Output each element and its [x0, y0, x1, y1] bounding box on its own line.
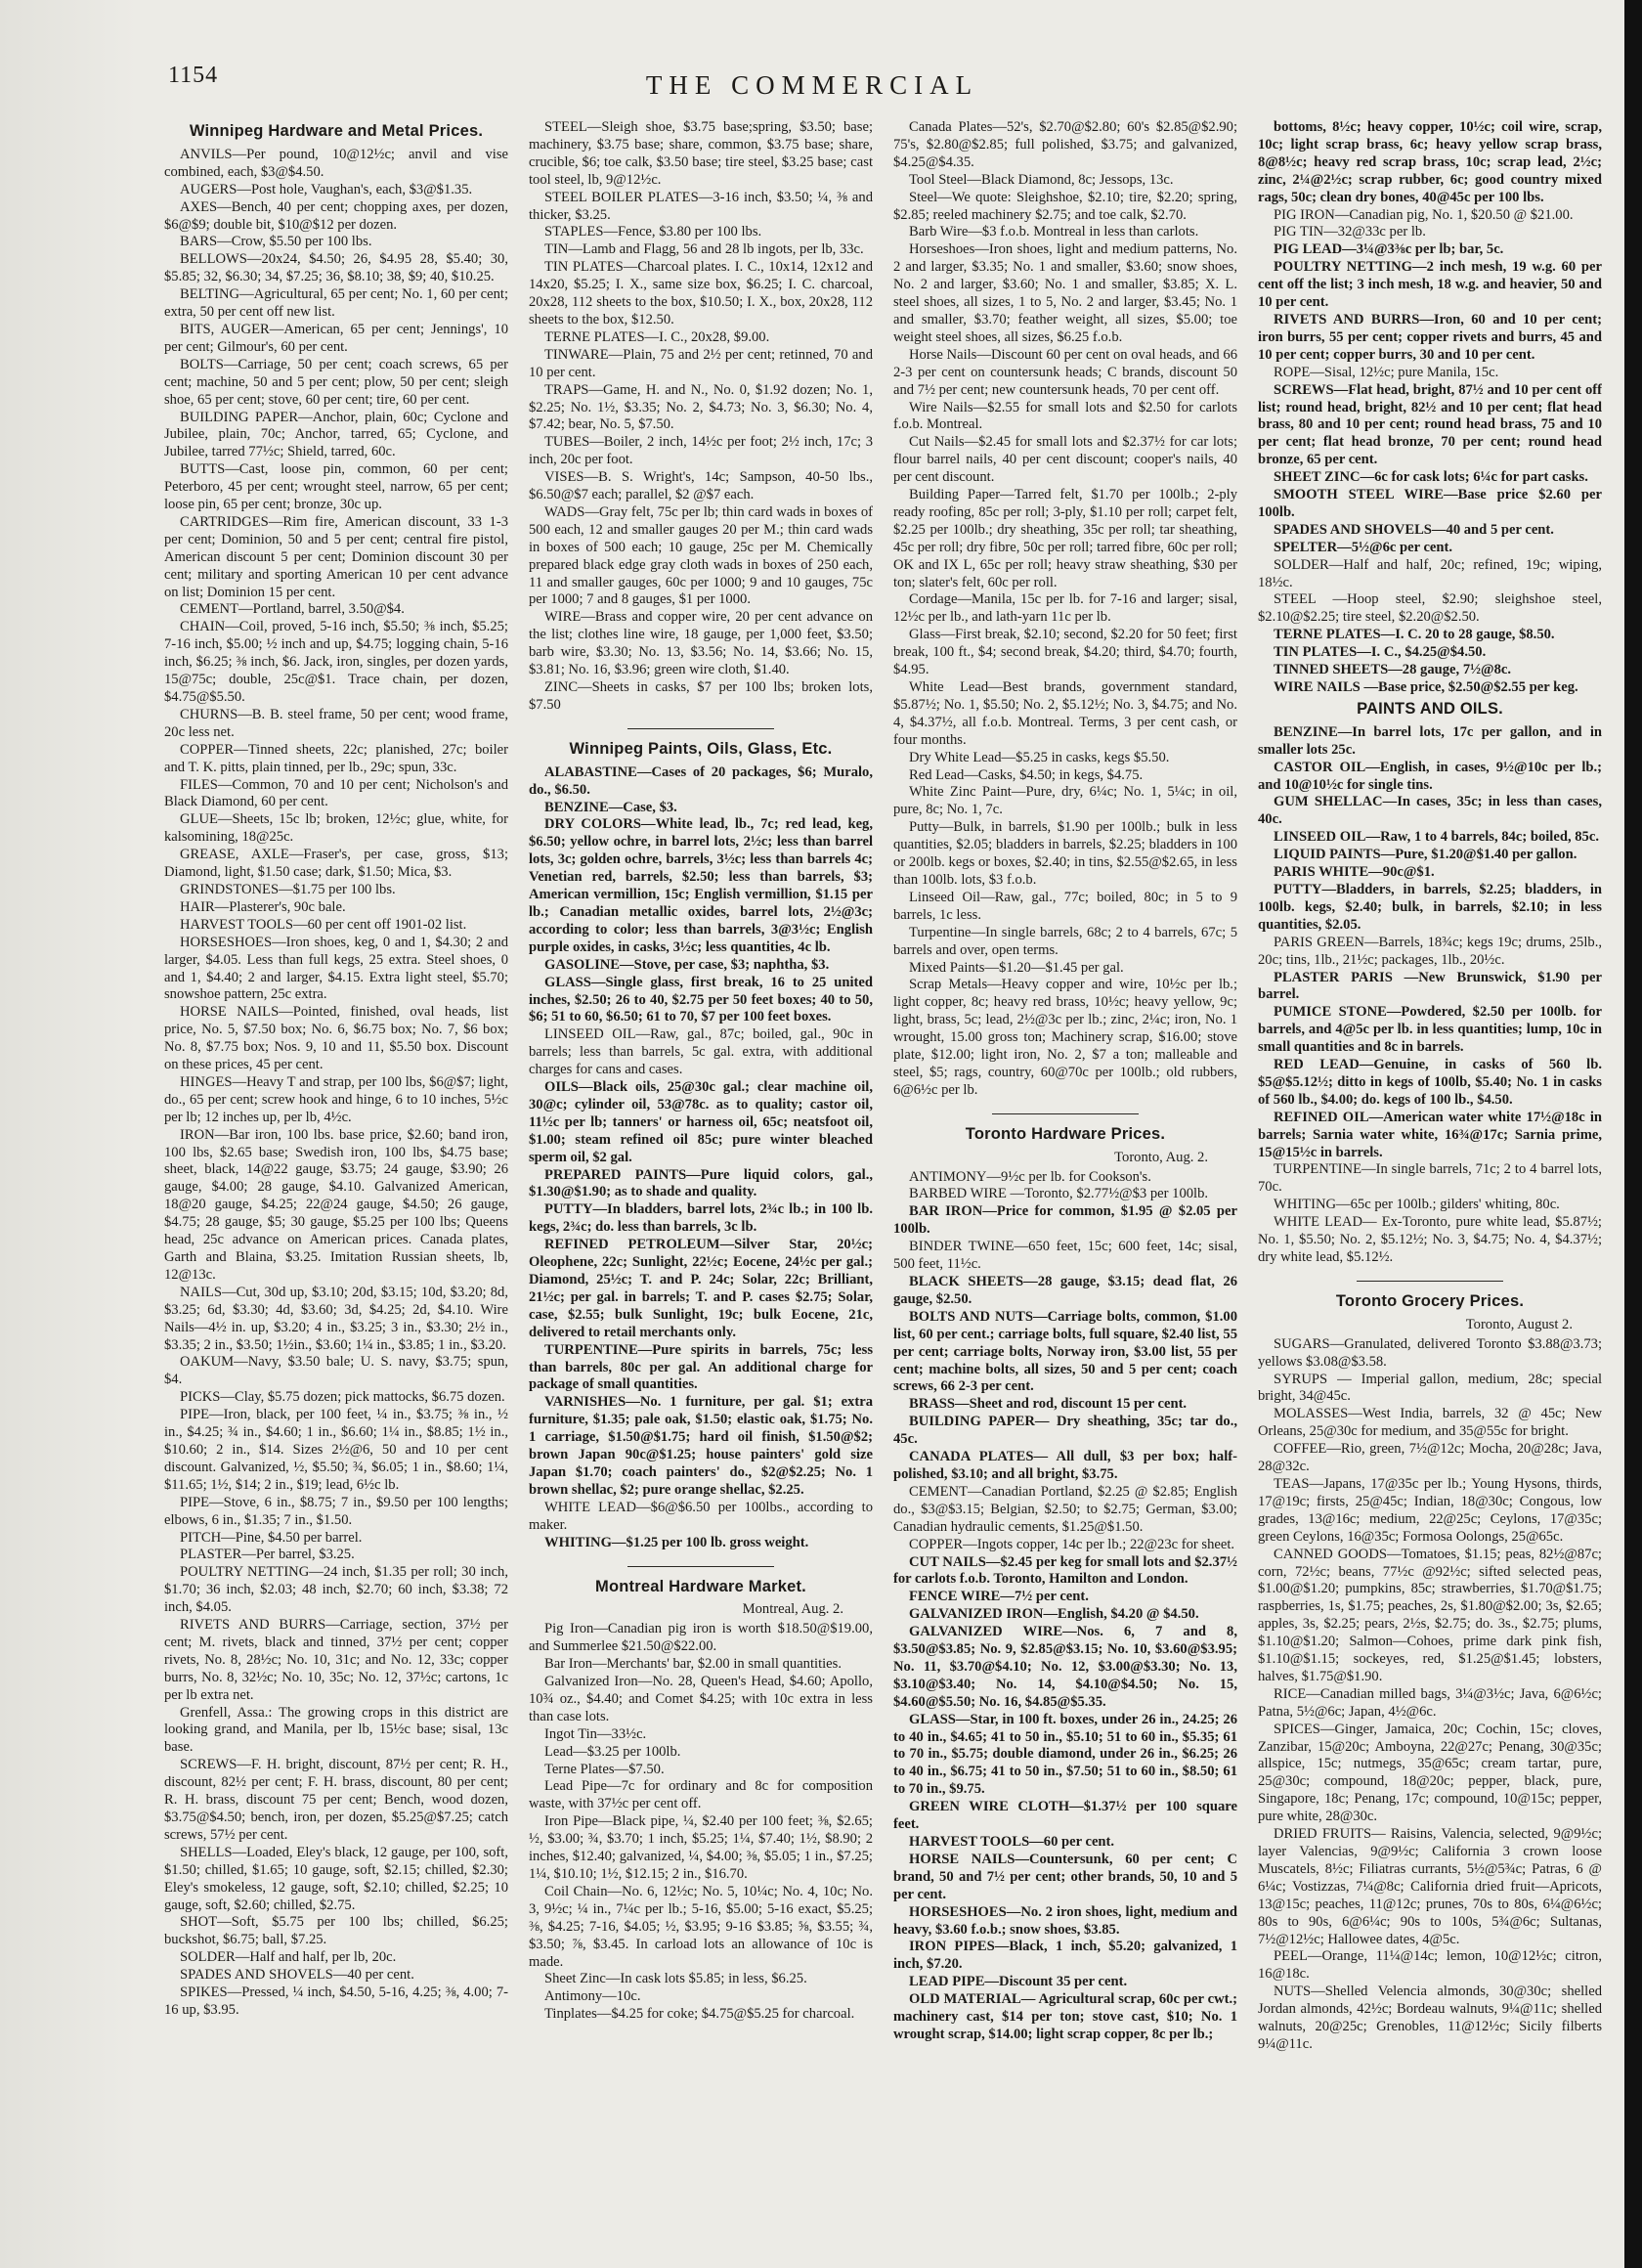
price-entry: PIPE—Iron, black, per 100 feet, ¼ in., $3.75; ⅜ in., ½ in., $4.25; ¾ in., $4.60; 1 in., $6.60; 1¼ in., $8.85; 1½ in., $10.60; 2 in., $14. Sizes 2½@6, 50 and 10 per cent discount. Galvanized, ½, $5.50; ¾, $6.05; 1 in., $8.60; 1¼, $11.65; 1½, $14; 2 in., $19; lead, 6½c lb. [164, 1407, 508, 1493]
price-entry: POULTRY NETTING—24 inch, $1.35 per roll; 30 inch, $1.70; 36 inch, $2.03; 48 inch, $2.70; 60 inch, $3.38; 72 inch, $4.05. [164, 1564, 508, 1616]
price-entry: COFFEE—Rio, green, 7½@12c; Mocha, 20@28c; Java, 28@32c. [1258, 1441, 1602, 1475]
price-entry: TIN PLATES—I. C., $4.25@$4.50. [1274, 644, 1487, 661]
price-entry: WHITE LEAD— Ex-Toronto, pure white lead, $5.87½; No. 1, $5.50; No. 2, $5.12½; No. 3, $4.75; No. 4, $4.37½; dry white lead, $5.12½. [1258, 1214, 1602, 1265]
price-entry: bottoms, 8½c; heavy copper, 10½c; coil wire, scrap, 10c; light scrap brass, 6c; heavy yellow scrap brass, 8@8½c; heavy red scrap brass, 10c; scrap lead, 2½c; zinc, 2¼@2½c; scrap rubber, 6c; good country mixed rags, 50c; clean dry bones, 40@45c per 100 lbs. [1258, 119, 1602, 205]
price-entry: Canada Plates—52's, $2.70@$2.80; 60's $2.85@$2.90; 75's, $2.80@$2.85; full polished, $3.75; and galvanized, $4.25@$4.35. [893, 119, 1237, 170]
price-entry: Cordage—Manila, 15c per lb. for 7-16 and larger; sisal, 12½c per lb., and lath-yarn 11c per lb. [893, 591, 1237, 626]
price-entry: WHITING—65c per 100lb.; gilders' whiting, 80c. [1274, 1197, 1560, 1213]
price-entry: White Zinc Paint—Pure, dry, 6¼c; No. 1, 5¼c; in oil, pure, 8c; No. 1, 7c. [893, 784, 1237, 818]
price-entry: White Lead—Best brands, government standard, $5.87½; No. 1, $5.50; No. 2, $5.12½; No. 3, $4.75; and No. 4, $4.37½, all f.o.b. Montreal. Terms, 3 per cent cash, or four months. [893, 679, 1237, 748]
price-entry: CHAIN—Coil, proved, 5-16 inch, $5.50; ⅜ inch, $5.25; 7-16 inch, $5.00; ½ inch and up, $4.75; logging chain, 5-16 inch, $6.25; ⅜ inch, $6. Jack, iron, singles, per dozen yards, 15@75c; double, 25c@$1. Trace chain, per dozen, $4.75@$5.50. [164, 619, 508, 705]
price-entry: STEEL —Hoop steel, $2.90; sleighshoe steel, $2.10@$2.25; tire steel, $2.20@$2.50. [1258, 591, 1602, 626]
price-entry: Lead—$3.25 per 100lb. [544, 1743, 681, 1760]
price-entry: BOLTS—Carriage, 50 per cent; coach screws, 65 per cent; machine, 50 and 5 per cent; plow, 50 per cent; sleigh shoe, 65 per cent; stove, 60 per cent; tire, 60 per cent. [164, 356, 508, 408]
price-entry: BELTING—Agricultural, 65 per cent; No. 1, 60 per cent; extra, 50 per cent off new list. [164, 286, 508, 321]
price-entry: SOLDER—Half and half, per lb, 20c. [180, 1949, 397, 1966]
price-entry: BENZINE—In barrel lots, 17c per gallon, and in smaller lots 25c. [1258, 723, 1602, 758]
price-entry: Tool Steel—Black Diamond, 8c; Jessops, 13c. [909, 171, 1174, 188]
price-entry: VISES—B. S. Wright's, 14c; Sampson, 40-50 lbs., $6.50@$7 each; parallel, $2 @$7 each. [529, 469, 873, 503]
price-entry: Wire Nails—$2.55 for small lots and $2.50 for carlots f.o.b. Montreal. [893, 399, 1237, 433]
price-entry: WHITING—$1.25 per 100 lb. gross weight. [544, 1534, 809, 1550]
price-entry: WIRE NAILS —Base price, $2.50@$2.55 per keg. [1274, 679, 1578, 695]
price-entry: PIG TIN—32@33c per lb. [1274, 224, 1426, 240]
price-entry: CUT NAILS—$2.45 per keg for small lots and $2.37½ for carlots f.o.b. Toronto, Hamilton and London. [893, 1553, 1237, 1588]
price-entry: CANNED GOODS—Tomatoes, $1.15; peas, 82½@87c; corn, 72½c; beans, 77½c @92½c; sifted selected peas, $1.00@$1.20; pumpkins, 85c; strawberries, $1.70@$1.75; raspberries, 1s, $1.75; peaches, 2s, $1.80@$2.00; 3s, $2.65; apples, 3s, $2.25; pears, 2½s, $2.75; do. 3s., $2.75; plums, $1.10@$1.20; Salmon—Cohoes, prime dark pink fish, $1.10@$1.15; sockeyes, red, $1.25@$1.45; lobsters, halves, $1.75@$1.90. [1258, 1546, 1602, 1684]
price-entry: Ingot Tin—33½c. [544, 1725, 647, 1742]
price-entry: BLACK SHEETS—28 gauge, $3.15; dead flat, 26 gauge, $2.50. [893, 1274, 1237, 1307]
price-entry: ALABASTINE—Cases of 20 packages, $6; Muralo, do., $6.50. [529, 763, 873, 798]
section-divider [627, 728, 774, 729]
price-entry: CANADA PLATES— All dull, $3 per box; half-polished, $3.10; and all bright, $3.75. [893, 1449, 1237, 1482]
price-entry: IRON—Bar iron, 100 lbs. base price, $2.60; band iron, 100 lbs, $2.65 base; Swedish iron, 100 lbs, $4.75 base; sheet, black, 14@22 gauge, $3.75; 24 gauge, $3.90; 26 gauge, $4.00; 28 gauge, $4.10. Galvanized American, 18@20 gauge, $4.25; 22@24 gauge, $4.50; 26 gauge, $4.75; 28 gauge, $5; 30 gauge, $5.25 per 100 lbs; Queens head, 25c advance on American prices. Canada plates, Garth and Blaina, $3.25. Imitation Russian sheets, lb, 12@13c. [164, 1126, 508, 1283]
price-entry: GLUE—Sheets, 15c lb; broken, 12½c; glue, white, for kalsomining, 18@25c. [164, 811, 508, 846]
price-entry: HARVEST TOOLS—60 per cent off 1901-02 list. [180, 916, 467, 933]
price-entry: Antimony—10c. [544, 1988, 641, 2005]
price-entry: WHITE LEAD—$6@$6.50 per 100lbs., according to maker. [529, 1499, 873, 1533]
price-entry: Iron Pipe—Black pipe, ¼, $2.40 per 100 feet; ⅜, $2.65; ½, $3.00; ¾, $3.70; 1 inch, $5.25; 1¼, $7.40; 1½, $8.90; 2 inches, $12.40; galvanized, ¼, $4.00; ⅜, $5.05; 1 in., $7.25; 1¼, $10.10; 1½, $12.15; 2 in., $16.70. [529, 1813, 873, 1882]
price-entry: MOLASSES—West India, barrels, 32 @ 45c; New Orleans, 25@30c for medium, and 35@55c for bright. [1258, 1406, 1602, 1440]
price-entry: SPADES AND SHOVELS—40 and 5 per cent. [1274, 521, 1554, 538]
section-divider [1357, 1281, 1503, 1282]
price-entry: REFINED OIL—American water white 17½@18c in barrels; Sarnia water white, 16¾@17c; Sarnia prime, 15@15½c in barrels. [1258, 1109, 1602, 1160]
price-entry: Coil Chain—No. 6, 12½c; No. 5, 10¼c; No. 4, 10c; No. 3, 9½c; ¼ in., 7¼c per lb.; 5-16, $5.00; 5-16 exact, $5.25; ⅜, $4.25; 7-16, $4.05; ½, $3.95; 9-16 $3.85; ⅝, $3.55; ¾, $3.50; ⅞, $3.45. In carload lots an allowance of 10c is made. [529, 1883, 873, 1970]
column-2 [529, 119, 873, 2250]
price-entry: NUTS—Shelled Velencia almonds, 30@30c; shelled Jordan almonds, 42½c; Bordeau walnuts, 9¼@11c; shelled walnuts, 20@25c; Grenobles, 11@12½c; Sicily filberts 9¼@11c. [1258, 1984, 1602, 2052]
price-entry: BELLOWS—20x24, $4.50; 26, $4.95 28, $5.40; 30, $5.85; 32, $6.30; 34, $7.25; 36, $8.10; 38, $9; 40, $10.25. [164, 251, 508, 285]
price-entry: BAR IRON—Price for common, $1.95 @ $2.05 per 100lb. [893, 1203, 1237, 1238]
price-entry: Building Paper—Tarred felt, $1.70 per 100lb.; 2-ply ready roofing, 85c per roll; 3-ply, $1.10 per roll; carpet felt, $2.25 per 100lb.; dry sheathing, 35c per roll; tar sheathing, 45c per roll; dry fibre, 50c per roll; tarred fibre, 60c per roll; OK and IX L, 65c per roll; heavy straw sheathing, $30 per ton; slater's felt, 60c per roll. [893, 487, 1237, 590]
price-entry: HORSE NAILS—Countersunk, 60 per cent; C brand, 50 and 7½ per cent; other brands, 50, 10 and 5 per cent. [893, 1851, 1237, 1902]
price-entry: Terne Plates—$7.50. [544, 1761, 665, 1777]
price-entry: POULTRY NETTING—2 inch mesh, 19 w.g. 60 per cent off the list; 3 inch mesh, 18 w.g. and heavier, 50 and 10 per cent. [1258, 259, 1602, 311]
price-entry: LIQUID PAINTS—Pure, $1.20@$1.40 per gallon. [1274, 847, 1577, 863]
price-entry: PITCH—Pine, $4.50 per barrel. [180, 1529, 363, 1546]
section-heading-paints-and-oils: PAINTS AND OILS. [1357, 699, 1503, 718]
price-entry: TINNED SHEETS—28 gauge, 7½@8c. [1274, 662, 1512, 678]
price-entry: CHURNS—B. B. steel frame, 50 per cent; wood frame, 20c less net. [164, 706, 508, 740]
price-entry: WIRE—Brass and copper wire, 20 per cent advance on the list; clothes line wire, 18 gauge, per 1,000 feet, $3.50; barb wire, $3.30; No. 13, $3.56; No. 14, $3.66; No. 15, $3.81; No. 16, $3.96; green wire cloth, $1.40. [529, 609, 873, 678]
price-entry: CARTRIDGES—Rim fire, American discount, 33 1-3 per cent; Dominion, 50 and 5 per cent; central fire pistol, American discount 5 per cent; Dominion discount 30 per cent; military and sporting American 10 per cent advance on list; Dominion 15 per cent. [164, 513, 508, 600]
price-entry: BRASS—Sheet and rod, discount 15 per cent. [909, 1396, 1188, 1413]
price-entry: WADS—Gray felt, 75c per lb; thin card wads in boxes of 500 each, 12 and smaller gauges 20 per M.; thin card wads in boxes of 500 each; 10 gauge, 25c per M. Chemically prepared black edge gray cloth wads in boxes of 250 each, 11 and smaller gauges, 60c per 1000; 9 and 10 gauges, 75c per 1000; 7 and 8 gauges, $1 per 1000. [529, 503, 873, 608]
price-entry: SMOOTH STEEL WIRE—Base price $2.60 per 100lb. [1258, 487, 1602, 520]
price-entry: RED LEAD—Genuine, in casks of 560 lb. $5@$5.12½; ditto in kegs of 100lb, $5.40; No. 1 in casks of 560 lb., $4.00; do. kegs of 100 lb., $4.50. [1258, 1057, 1602, 1108]
price-entry: BUTTS—Cast, loose pin, common, 60 per cent; Peterboro, 45 per cent; wrought steel, narrow, 65 per cent; loose pin, 65 per cent; bronze, 30c up. [164, 461, 508, 513]
dateline: Montreal, Aug. 2. [742, 1601, 843, 1618]
price-entry: PUTTY—Bladders, in barrels, $2.25; bladders, in 100lb. kegs, $2.40; bulk, in barrels, $2.10; in less quantities, $2.05. [1258, 881, 1602, 933]
price-entry: Glass—First break, $2.10; second, $2.20 for 50 feet; first break, 100 ft., $4; second break, $4.20; third, $4.70; fourth, $4.95. [893, 627, 1237, 678]
price-entry: TURPENTINE—Pure spirits in barrels, 75c; less than barrels, 80c per gal. An additional charge for package of small quantities. [529, 1341, 873, 1393]
price-entry: TIN PLATES—Charcoal plates. I. C., 10x14, 12x12 and 14x20, $5.25; I. X., same size box, $6.25; I. C. charcoal, 20x28, 112 sheets to the box, $10.50; I. X., box, 20x28, 112 sheets to the box, $12.50. [529, 259, 873, 327]
price-entry: Mixed Paints—$1.20—$1.45 per gal. [909, 959, 1124, 976]
price-entry: FILES—Common, 70 and 10 per cent; Nicholson's and Black Diamond, 60 per cent. [164, 776, 508, 810]
price-entry: GREEN WIRE CLOTH—$1.37½ per 100 square feet. [893, 1799, 1237, 1833]
price-entry: SHELLS—Loaded, Eley's black, 12 gauge, per 100, soft, $1.50; chilled, $1.65; 10 gauge, soft, $2.15; chilled, $2.30; Eley's smokeless, 12 gauge, soft, $2.10; chilled, $2.25; 10 gauge, soft, $2.60; chilled, $2.75. [164, 1844, 508, 1913]
publication-title: THE COMMERCIAL [645, 70, 979, 100]
price-entry: TIN—Lamb and Flagg, 56 and 28 lb ingots, per lb, 33c. [544, 241, 864, 258]
price-entry: DRIED FRUITS— Raisins, Valencia, selected, 9@9½c; layer Valencias, 9@9½c; California 3 crown loose Muscatels, 8½c; Filiatras currants, 5½@5¾c; Patras, 6 @ 6¼c; Vostizzas, 7¼@8c; California dried fruit—Apricots, 13@15c; peaches, 11@12c; prunes, 70s to 80s, 6¼@6½c; 80s to 90s, 6@6¼c; 90s to 100s, 5¾@6c; Sultanas, 7½@12½c; Hallowee dates, 4@5c. [1258, 1826, 1602, 1947]
price-entry: SYRUPS — Imperial gallon, medium, 28c; special bright, 34@45c. [1258, 1371, 1602, 1405]
price-entry: PIPE—Stove, 6 in., $8.75; 7 in., $9.50 per 100 lengths; elbows, 6 in., $1.35; 7 in., $1.50. [164, 1494, 508, 1528]
price-entry: VARNISHES—No. 1 furniture, per gal. $1; extra furniture, $1.35; pale oak, $1.50; elastic oak, $1.75; No. 1 carriage, $1.50@$1.75; hard oil finish, $1.50@$2; brown Japan 90c@$1.25; house painters' gold size Japan $1.70; coach painters' do., $2@$2.25; No. 1 brown shellac, $2; pure orange shellac, $2.25. [529, 1394, 873, 1498]
price-entry: Tinplates—$4.25 for coke; $4.75@$5.25 for charcoal. [544, 2006, 855, 2023]
price-entry: RIVETS AND BURRS—Iron, 60 and 10 per cent; iron burrs, 55 per cent; copper rivets and burrs, 45 and 10 per cent; copper burrs, 30 and 10 per cent. [1258, 311, 1602, 363]
price-entry: PICKS—Clay, $5.75 dozen; pick mattocks, $6.75 dozen. [180, 1389, 505, 1406]
dateline: Toronto, Aug. 2. [1114, 1149, 1208, 1165]
price-entry: TERNE PLATES—I. C. 20 to 28 gauge, $8.50. [1274, 627, 1555, 643]
column-4 [1258, 119, 1602, 2250]
price-entry: GREASE, AXLE—Fraser's, per case, gross, $13; Diamond, light, $1.50 case; dark, $1.50; Mica, $3. [164, 847, 508, 881]
price-entry: ANVILS—Per pound, 10@12½c; anvil and vise combined, each, $3@$4.50. [164, 146, 508, 180]
price-entry: PLASTER PARIS —New Brunswick, $1.90 per barrel. [1258, 969, 1602, 1003]
price-entry: HORSESHOES—Iron shoes, keg, 0 and 1, $4.30; 2 and larger, $4.05. Less than full kegs, 25 extra. Steel shoes, 0 and 1, $4.40; 2 and larger, $4.15. Extra light steel, $5.70; snowshoe pattern, 25c extra. [164, 934, 508, 1003]
price-entry: PLASTER—Per barrel, $3.25. [180, 1547, 355, 1563]
price-entry: AUGERS—Post hole, Vaughan's, each, $3@$1.35. [180, 181, 473, 197]
price-entry: Scrap Metals—Heavy copper and wire, 10½c per lb.; light copper, 8c; heavy red brass, 10½c; heavy yellow, 9c; light, brass, 5c; lead, 2½@3c per lb.; zinc, 2¼c; iron, No. 1 wrought, 15.00 gross ton; Machinery scrap, $16.00; stove plate, $12.00; light iron, No. 2, $7 a ton; malleable and steel, $5; rags, country, 60@70c per 100lb.; old rubbers, 6@6½c per lb. [893, 977, 1237, 1098]
price-entry: HARVEST TOOLS—60 per cent. [909, 1834, 1115, 1850]
price-entry: BENZINE—Case, $3. [544, 799, 677, 815]
price-entry: RIVETS AND BURRS—Carriage, section, 37½ per cent; M. rivets, black and tinned, 37½ per cent; copper rivets, No. 8, 28½c; No. 10, 31c; and No. 12, 33c; copper burrs, No. 8, 32½c; No. 10, 35c; No. 12, 37½c; cartons, 1c per lb extra net. [164, 1617, 508, 1703]
price-entry: Cut Nails—$2.45 for small lots and $2.37½ for car lots; flour barrel nails, 40 per cent discount; cooper's nails, 40 per cent discount. [893, 434, 1237, 486]
scan-edge [1624, 0, 1642, 2268]
price-entry: Sheet Zinc—In cask lots $5.85; in less, $6.25. [544, 1971, 807, 1987]
price-entry: PEEL—Orange, 11¼@14c; lemon, 10@12½c; citron, 16@18c. [1258, 1948, 1602, 1983]
price-entry: PREPARED PAINTS—Pure liquid colors, gal., $1.30@$1.90; as to shade and quality. [529, 1166, 873, 1200]
section-divider [992, 1113, 1139, 1114]
price-entry: SPIKES—Pressed, ¼ inch, $4.50, 5-16, 4.25; ⅜, 4.00; 7-16 up, $3.95. [164, 1984, 508, 2018]
section-heading-winnipeg-hardware: Winnipeg Hardware and Metal Prices. [189, 122, 484, 140]
price-entry: COPPER—Ingots copper, 14c per lb.; 22@23c for sheet. [909, 1536, 1235, 1552]
price-entry: BINDER TWINE—650 feet, 15c; 600 feet, 14c; sisal, 500 feet, 11½c. [893, 1239, 1237, 1273]
price-entry: Barb Wire—$3 f.o.b. Montreal in less than carlots. [909, 224, 1199, 240]
price-entry: PARIS WHITE—90c@$1. [1274, 864, 1435, 881]
price-entry: GLASS—Single glass, first break, 16 to 25 united inches, $2.50; 26 to 40, $2.75 per 50 feet boxes; 40 to 50, $6; 51 to 60, $6.50; 61 to 70, $7 per 100 feet boxes. [529, 974, 873, 1025]
paper-margin [0, 0, 137, 2268]
price-entry: Horseshoes—Iron shoes, light and medium patterns, No. 2 and larger, $3.35; No. 1 and smaller, $3.60; snow shoes, No. 2 and larger, $3.60; No. 1 and smaller, $3.85; X. L. steel shoes, all sizes, 1 to 5, No. 2 and larger, $3.45; No. 1 and smaller, $3.70; feather weight, all sizes, $5.00; toe weight steel shoes, all sizes, $6.25 f.o.b. [893, 241, 1237, 345]
section-heading-winnipeg-paints: Winnipeg Paints, Oils, Glass, Etc. [569, 739, 833, 758]
price-entry: SPICES—Ginger, Jamaica, 20c; Cochin, 15c; cloves, Zanzibar, 15@20c; Amboyna, 22@27c; Penang, 30@35c; allspice, 15c; nutmegs, 35@65c; cream tartar, pure, 25@30c; compound, 18@20c; pepper, black, pure, Singapore, 18c; Penang, 17c; compound, 10@15c; pepper, pure white, 28@30c. [1258, 1721, 1602, 1825]
price-entry: FENCE WIRE—7½ per cent. [909, 1589, 1089, 1605]
price-entry: Horse Nails—Discount 60 per cent on oval heads, and 66 2-3 per cent on countersunk heads; C brands, discount 50 and 7½ per cent; new countersunk heads, 70 per cent off. [893, 346, 1237, 398]
price-entry: CEMENT—Canadian Portland, $2.25 @ $2.85; English do., $3@$3.15; Belgian, $2.50; to $2.75; German, $3.00; Canadian hydraulic cements, $1.25@$1.50. [893, 1483, 1237, 1535]
price-entry: GLASS—Star, in 100 ft. boxes, under 26 in., 24.25; 26 to 40 in., $4.65; 41 to 50 in., $5.10; 51 to 60 in., $5.35; 61 to 70 in., $5.75; double diamond, under 26 in., $6.25; 26 to 40 in., $6.75; 41 to 50 in., $7.50; 51 to 60 in., $8.50; 61 to 70 in., $9.75. [893, 1711, 1237, 1798]
price-entry: LINSEED OIL—Raw, gal., 87c; boiled, gal., 90c in barrels; less than barrels, 5c gal. extra, with additional charges for cans and cases. [529, 1026, 873, 1078]
price-entry: STEEL—Sleigh shoe, $3.75 base;spring, $3.50; base; machinery, $3.75 base; share, common, $3.75 base; share, crucible, $6; toe calk, $3.50 base; tire steel, $3.25 base; cast tool steel, lb, 9@12½c. [529, 119, 873, 188]
price-entry: ANTIMONY—9½c per lb. for Cookson's. [909, 1168, 1151, 1185]
section-heading-montreal-hardware: Montreal Hardware Market. [595, 1577, 806, 1595]
price-entry: PIG IRON—Canadian pig, No. 1, $20.50 @ $21.00. [1274, 206, 1574, 223]
price-entry: TERNE PLATES—I. C., 20x28, $9.00. [544, 328, 770, 345]
price-entry: HORSESHOES—No. 2 iron shoes, light, medium and heavy, $3.60 f.o.b.; snow shoes, $3.85. [893, 1903, 1237, 1938]
price-entry: SHEET ZINC—6c for cask lots; 6¼c for part casks. [1274, 469, 1588, 486]
price-entry: REFINED PETROLEUM—Silver Star, 20½c; Oleophene, 22c; Sunlight, 22½c; Eocene, 24½c per gal.; Diamond, 25½c; T. and P. 24c; Solar, 22c; Brilliant, 21½c; per gal. in barrels; T. and P. cases $2.75; Solar, case, $2.55; bulk Sunlight, 19c; bulk Eocene, 21c, delivered to retail merchants only. [529, 1237, 873, 1340]
price-entry: Linseed Oil—Raw, gal., 77c; boiled, 80c; in 5 to 9 barrels, 1c less. [893, 889, 1237, 923]
price-entry: SPADES AND SHOVELS—40 per cent. [180, 1967, 414, 1984]
price-entry: Putty—Bulk, in barrels, $1.90 per 100lb.; bulk in less quantities, $2.05; bladders in barrels, $2.25; bladders in 100 or 200lb. kegs or boxes, $2.40; in tins, $2.55@$2.65, in less than 100lb. lots, $3 f.o.b. [893, 819, 1237, 888]
price-entry: PARIS GREEN—Barrels, 18¾c; kegs 19c; drums, 25lb., 20c; tins, 1lb., 21½c; packages, 1lb., 20½c. [1258, 934, 1602, 968]
price-entry: HINGES—Heavy T and strap, per 100 lbs, $6@$7; light, do., 65 per cent; screw hook and hinge, 6 to 10 inches, 5½c per lb; 12 inches up, per lb, 4½c. [164, 1073, 508, 1125]
price-entry: GALVANIZED IRON—English, $4.20 @ $4.50. [909, 1606, 1199, 1623]
price-entry: HAIR—Plasterer's, 90c bale. [180, 898, 346, 915]
price-entry: BUILDING PAPER— Dry sheathing, 35c; tar do., 45c. [893, 1414, 1237, 1448]
price-entry: SPELTER—5½@6c per cent. [1274, 539, 1453, 555]
price-entry: SUGARS—Granulated, delivered Toronto $3.88@3.73; yellows $3.08@$3.58. [1258, 1335, 1602, 1370]
column-3 [893, 119, 1237, 2250]
price-entry: STEEL BOILER PLATES—3-16 inch, $3.50; ¼, ⅜ and thicker, $3.25. [529, 189, 873, 223]
price-entry: AXES—Bench, 40 per cent; chopping axes, per dozen, $6@$9; double bit, $10@$12 per dozen. [164, 198, 508, 233]
column-1 [164, 119, 508, 2250]
price-entry: Galvanized Iron—No. 28, Queen's Head, $4.60; Apollo, 10¾ oz., $4.40; and Comet $4.25; with 10c extra in less than case lots. [529, 1674, 873, 1724]
section-divider [627, 1566, 774, 1567]
price-entry: ROPE—Sisal, 12½c; pure Manila, 15c. [1274, 364, 1499, 380]
price-entry: SHOT—Soft, $5.75 per 100 lbs; chilled, $6.25; buckshot, $6.75; ball, $7.25. [164, 1914, 508, 1948]
price-entry: PUMICE STONE—Powdered, $2.50 per 100lb. for barrels, and 4@5c per lb. in less quantities; lump, 10c in small quantities and 8c in barrels. [1258, 1004, 1602, 1056]
page-number: 1154 [168, 63, 219, 88]
price-entry: LEAD PIPE—Discount 35 per cent. [909, 1974, 1128, 1990]
price-entry: TURPENTINE—In single barrels, 71c; 2 to 4 barrel lots, 70c. [1258, 1161, 1602, 1196]
price-entry: LINSEED OIL—Raw, 1 to 4 barrels, 84c; boiled, 85c. [1274, 829, 1599, 846]
price-entry: PIG LEAD—3¼@3⅜c per lb; bar, 5c. [1274, 241, 1504, 258]
price-entry: Bar Iron—Merchants' bar, $2.00 in small quantities. [544, 1656, 842, 1673]
price-entry: Lead Pipe—7c for ordinary and 8c for composition waste, with 37½c per cent off. [529, 1778, 873, 1812]
price-entry: SOLDER—Half and half, 20c; refined, 19c; wiping, 18½c. [1258, 556, 1602, 590]
price-entry: TEAS—Japans, 17@35c per lb.; Young Hysons, thirds, 17@19c; firsts, 25@45c; Indian, 18@30c; Congous, low grades, 13@16c; medium, 22@25c; Ceylons, 17@35c; green Ceylons, 16@35c; Formosa Oolongs, 25@65c. [1258, 1475, 1602, 1545]
price-entry: HORSE NAILS—Pointed, finished, oval heads, list price, No. 5, $7.50 box; No. 6, $6.75 box; No. 7, $6 box; No. 8, $7.75 box; Nos. 9, 10 and 11, $5.50 box. Discount on these prices, 45 per cent. [164, 1004, 508, 1073]
price-entry: OILS—Black oils, 25@30c gal.; clear machine oil, 30@c; cylinder oil, 53@78c. as to quality; castor oil, 11½c per lb; tanners' or harness oil, 65c; neatsfoot oil, $1.00; steam refined oil 85c; pure winter bleached sperm oil, $2 gal. [529, 1079, 873, 1165]
price-entry: NAILS—Cut, 30d up, $3.10; 20d, $3.15; 10d, $3.20; 8d, $3.25; 6d, $3.30; 4d, $3.60; 3d, $4.25; 2d, $4.10. Wire Nails—4½ in. up, $3.20; 4 in., $3.25; 3 in., $3.30; 2½ in., $3.35; 2 in., $3.50; 1½in., $3.60; 1¼ in., $3.85; 1 in., $3.20. [164, 1284, 508, 1353]
price-entry: SCREWS—Flat head, bright, 87½ and 10 per cent off list; round head, bright, 82½ and 10 per cent; flat head brass, 80 and 10 per cent; round head brass, 75 and 10 per cent; flat head bronze, 70 per cent; round head bronze, 65 per cent. [1258, 381, 1602, 468]
price-entry: STAPLES—Fence, $3.80 per 100 lbs. [544, 224, 762, 240]
price-entry: Pig Iron—Canadian pig iron is worth $18.50@$19.00, and Summerlee $21.50@$22.00. [529, 1621, 873, 1655]
price-entry: COPPER—Tinned sheets, 22c; planished, 27c; boiler and T. K. pitts, plain tinned, per lb., 29c; spun, 33c. [164, 741, 508, 775]
price-entry: OLD MATERIAL— Agricultural scrap, 60c per cwt.; machinery cast, $14 per ton; stove cast, $10; No. 1 wrought scrap, $14.00; light scrap copper, 8c per lb.; [893, 1991, 1237, 2042]
price-entry: Steel—We quote: Sleighshoe, $2.10; tire, $2.20; spring, $2.85; reeled machinery $2.75; and toe calk, $2.70. [893, 189, 1237, 223]
price-entry: CEMENT—Portland, barrel, 3.50@$4. [180, 601, 405, 618]
section-heading-toronto-hardware: Toronto Hardware Prices. [965, 1124, 1166, 1143]
price-entry: CASTOR OIL—English, in cases, 9½@10c per lb.; and 10@10½c for single tins. [1258, 759, 1602, 793]
price-entry: RICE—Canadian milled bags, 3¼@3½c; Java, 6@6½c; Patna, 5½@6c; Japan, 4½@6c. [1258, 1685, 1602, 1720]
price-entry: Dry White Lead—$5.25 in casks, kegs $5.50. [909, 749, 1170, 765]
price-entry: DRY COLORS—White lead, lb., 7c; red lead, keg, $6.50; yellow ochre, in barrel lots, 2½c; less than barrel lots, 3c; golden ochre, barrels, 3½c; less than barrels 4c; Venetian red, barrels, $2.50; less than barrels, $3; American vermillion, 15c; English vermillion, $1.15 per lb.; Canadian metallic oxides, barrel lots, 2½@3c; according to color; less than barrels, 3@3½c; English purple oxides, in casks, 3½c; less quantities, 4c lb. [529, 816, 873, 955]
price-entry: ZINC—Sheets in casks, $7 per 100 lbs; broken lots, $7.50 [529, 679, 873, 713]
price-entry: GRINDSTONES—$1.75 per 100 lbs. [180, 881, 396, 897]
price-entry: Red Lead—Casks, $4.50; in kegs, $4.75. [909, 766, 1144, 783]
price-entry: BUILDING PAPER—Anchor, plain, 60c; Cyclone and Jubilee, plain, 70c; Anchor, tarred, 65; Cyclone, and Jubilee, tarred 77½c; Shield, tarred, 60c. [164, 409, 508, 460]
price-entry: IRON PIPES—Black, 1 inch, $5.20; galvanized, 1 inch, $7.20. [893, 1939, 1237, 1973]
price-entry: TINWARE—Plain, 75 and 2½ per cent; retinned, 70 and 10 per cent. [529, 346, 873, 380]
price-entry: SCREWS—F. H. bright, discount, 87½ per cent; R. H., discount, 82½ per cent; F. H. brass, discount, 80 per cent; R. H. brass, discount 75 per cent; Bench, wood dozen, $3.75@$4.50; bench, iron, per dozen, $5.25@$7.25; catch screws, 57½ per cent. [164, 1757, 508, 1843]
price-entry: OAKUM—Navy, $3.50 bale; U. S. navy, $3.75; spun, $4. [164, 1354, 508, 1388]
dateline: Toronto, August 2. [1465, 1316, 1573, 1332]
price-entry: BITS, AUGER—American, 65 per cent; Jennings', 10 per cent; Gilmour's, 60 per cent. [164, 321, 508, 355]
price-entry: TRAPS—Game, H. and N., No. 0, $1.92 dozen; No. 1, $2.25; No. 1½, $3.35; No. 2, $4.73; No. 3, $6.30; No. 4, $7.42; bear, No. 5, $7.50. [529, 381, 873, 433]
price-entry: BARBED WIRE —Toronto, $2.77½@$3 per 100lb. [909, 1186, 1209, 1202]
price-entry: PUTTY—In bladders, barrel lots, 2¾c lb.; in 100 lb. kegs, 2¾c; do. less than barrels, 3c lb. [529, 1201, 873, 1236]
price-entry: Turpentine—In single barrels, 68c; 2 to 4 barrels, 67c; 5 barrels and over, open terms. [893, 924, 1237, 958]
price-entry: GALVANIZED WIRE—Nos. 6, 7 and 8, $3.50@$3.85; No. 9, $2.85@$3.15; No. 10, $3.60@$3.95; No. 11, $3.70@$4.10; No. 12, $3.00@$3.30; No. 13, $3.10@$3.40; No. 14, $4.10@$4.50; No. 15, $4.60@$5.50; No. 16, $4.85@$5.35. [893, 1624, 1237, 1710]
price-entry: GUM SHELLAC—In cases, 35c; in less than cases, 40c. [1258, 794, 1602, 828]
price-entry: TUBES—Boiler, 2 inch, 14½c per foot; 2½ inch, 17c; 3 inch, 20c per foot. [529, 434, 873, 468]
price-entry: Grenfell, Assa.: The growing crops in this district are looking grand, and Manila, per lb, 15½c base; sisal, 13c base. [164, 1704, 508, 1756]
section-heading-toronto-grocery: Toronto Grocery Prices. [1335, 1291, 1525, 1310]
price-entry: BARS—Crow, $5.50 per 100 lbs. [180, 234, 372, 250]
price-entry: BOLTS AND NUTS—Carriage bolts, common, $1.00 list, 60 per cent.; carriage bolts, full square, $2.40 list, 55 per cent; carriage bolts, Norway iron, $3.00 list, 55 per cent; machine bolts, all sizes, 50 and 5 per cent; coach screws, 66 2-3 per cent. [893, 1308, 1237, 1395]
price-entry: GASOLINE—Stove, per case, $3; naphtha, $3. [544, 956, 830, 973]
